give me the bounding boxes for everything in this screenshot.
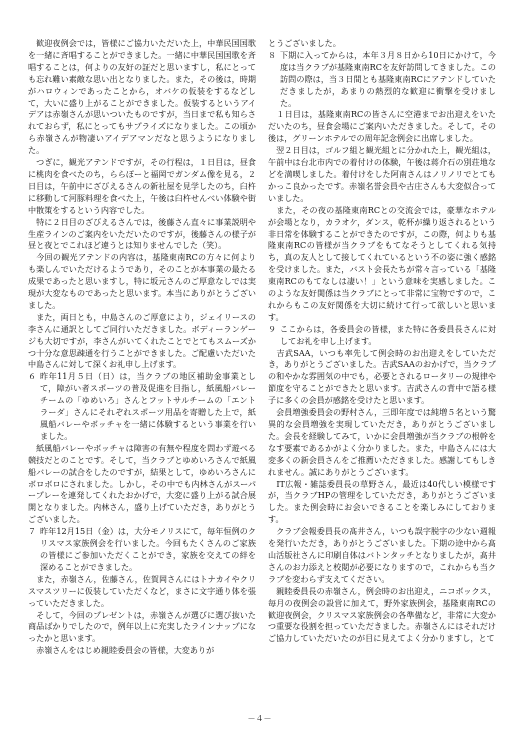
right-column xyxy=(268,38,496,645)
numbered-paragraph xyxy=(28,371,256,442)
paragraph: そして，今回のプレゼントは，赤嶺さんが選びに選び抜いた商品ばかりでしたので，例年以上に充実したラインナップになったかと思います。 xyxy=(28,609,256,644)
paragraph-number: ８ xyxy=(268,49,277,60)
paragraph-text: 昨年11月５日（日）は，当クラブの地区補助金事業として，障がい者スポーツの普及促進を目指し，紙風船バレーチームの「ゆめいろ」さんとフットサルチームの「エントラーダ」さんにそれぞれスポーツ用品を寄贈した上で，紙風船バレーやボッチャを一緒に体験するという事業を行いました。 xyxy=(40,371,256,441)
paragraph: 紙風船バレーやボッチャは障害の有無や程度を問わず遊べる競技だとのことです。そして，当クラブとゆめいろさんで紙風船バレーの試合をしたのですが，結果として，ゆめいろさんにボロボロにされました。しかし，その中でも内林さんがスーパープレーを連発してくれたおかげで，大変に盛り上がる試合展開となりました。内林さん，盛り上げていただき，ありがとうございました。 xyxy=(28,442,256,525)
paragraph: つぎに，観光アテンドですが，その行程は，１日目は，昼食に桃肉を食べたのち，ららぽーと福岡でガンダム像を見る，２日目は，午前中にざびえるさんの新社屋を見学したのち，臼杵に移動して河豚料理を食べた上，午後は臼杵せんべい体験や街中散策をするという内容でした。 xyxy=(28,157,256,215)
paragraph-number: ６ xyxy=(28,371,37,382)
paragraph: とうございました。 xyxy=(268,38,341,48)
page-number: －４－ xyxy=(247,714,272,723)
numbered-paragraph xyxy=(28,526,256,574)
paragraph-text: 下期に入ってからは，本年３月８日から10日にかけて，今度は当クラブが基隆東南RCを友好訪問してきました。この訪問の際は，当３日間とも基隆東南RCにアテンドしていただきましたが，あまりの熱烈的な歓迎に衝撃を受けました。 xyxy=(280,49,496,108)
paragraph: また，両日とも，中島さんのご厚意により，ジェイリースの李さんに通訳としてご同行いただきました。ボディーランゲージも大切ですが，李さんがいてくれたことでとてもスムーズかつ十分な意思疎通を行うことができました。ご配慮いただいた中島さんに対して深くお礼申し上げます。 xyxy=(28,311,256,370)
paragraph: クラブ会報委員長の髙井さん，いつも誤字脱字の少ない週報を発行いただき，ありがとうございました。下期の途中から髙山活版社さんに印刷自体はバトンタッチとなりましたが，髙井さんのお力添えと校閲が必要になりますので，これからも当クラブを変わらず支えてください。 xyxy=(268,526,496,584)
paragraph: 歓迎夜例会では，皆様にご協力いただいた上，中華民国国歌を一緒に斉唱することができました。一緒に中華民国国歌を斉唱することは，何よりの友好の証だと思いますし，私にとっても忘れ難い素敵な思い出となりました。また，その後は，時期がハロウィンであったことから，オバケの仮装をするなどして，大いに盛り上がることができました。仮装するというアイデアは赤嶺さんが思いついたものですが，当日まで私も知らされておらず，私にとってもサプライズになりました。この頃から赤嶺さんが物凄いアイデアマンだなと思うようになりました。 xyxy=(28,38,256,156)
numbered-paragraph xyxy=(268,324,496,348)
paragraph-number: ９ xyxy=(268,323,277,334)
paragraph: 特に２日目のざびえるさんでは，後藤さん直々に事業説明や生産ラインのご案内をいただいたのですが，後藤さんの様子が昼と夜とでこれほど違うとは知りませんでした（笑）。 xyxy=(28,216,256,251)
paragraph: また，その夜の基隆東南RCとの交流会では，豪華なホテルが会場となり，カラオケ，ダンス，乾杯が繰り返されるという非日常を体験することができたのですが，この際，何よりも基隆東南RCの皆様が当クラブをもてなそうとしてくれる気持ち，真の友人として接してくれているという不の姿に強く感銘を受けました。また，バスト会長たちが常々言っている「基隆東南RCのもてなしは凄い！」という意味を実感しました。このような友好関係は当クラブにとって非常に宝物ですので，これからもこの友好関係を大切に続けて行って欲しいと思います。 xyxy=(268,204,496,322)
left-column xyxy=(28,38,256,657)
paragraph: 会員増強委員会の野村さん，三即年度では純増５名という驚異的な会員増強を実現していただき，ありがとうございました。会長を経験してみて，いかに会員増強が当クラブの根幹をなす要素であるかがよく分かりました。また，中島さんには大変多くの新会員さんをご推薦いただきました。感謝してもしきれません。誠にありがとうございます。 xyxy=(268,407,496,477)
paragraph-text: 昨年12月15日（金）は，大分モノリスにて，毎年恒例のクリスマス家族例会を行いました。今回もたくさんのご家族の皆様にご参加いただくことができ，家族を交えての絆を深めることができました。 xyxy=(40,526,256,572)
paragraph: 今回の観光アテンドの内容は，基隆東南RCの方々に何よりも楽しんでいただけるようであり，そのことが本事業の最たる成果であったと思いますし，特に坂元さんのご厚意なしでは実現が大変なものであったと思います。本当にありがとうございました。 xyxy=(28,252,256,310)
paragraph: また，赤嶺さん，佐藤さん，佐賀岡さんにはトナカイやクリスマスツリーに仮装していただくなど，まさに文字通り体を張っていただきました。 xyxy=(28,573,256,608)
numbered-paragraph xyxy=(268,50,496,110)
paragraph: 翌２日目は，ゴルフ組と観光組とに分かれた上，観光組は，午前中は台北市内での着付けの体験，午後は蒋介石の別荘地などを満喫しました。着付けをした阿南さんはノリノリでとてもかっこ良かったです。赤嶺名誉会員や古庄さんも大変似合っていました。 xyxy=(268,145,496,203)
paragraph-text: ここからは，各委員会の皆様，また特に各委員長さんに対してお礼を申し上げます。 xyxy=(280,323,496,346)
paragraph: 赤嶺さんをはじめ親睦委員会の皆様，大変ありが xyxy=(28,645,215,656)
paragraph-number: ７ xyxy=(28,526,37,537)
paragraph: IT広報・雑誌委員長の草野さん，最近は40代しい模様ですが，当クラブHPの管理をしていただき，ありがとうございました。また例会時にお会いできることを楽しみにしております。 xyxy=(268,478,496,525)
paragraph: 親睦委員長の赤嶺さん，例会時のお出迎え，ニコボックス，毎月の夜例会の設営に加えて，野外家族例会，基隆東南RCの歓迎夜例会，クリスマス家族例会の各準備など，非常に大変かつ重要な役割を担っていただきました。赤嶺さんにはそれだけご協力していただいたのが目に見えてよく分かりますし，とて xyxy=(268,585,496,644)
paragraph: 吉武SAA，いつも率先して例会時のお出迎えをしていただき，ありがとうございました。吉武SAAのおかげで，当クラブの和やかな雰囲気の中でも，必要とされるロータリーの規律や節度を守ることができたと思います。吉武さんの背中で語る様子に多くの会員が感銘を受けたと思います。 xyxy=(268,347,496,406)
paragraph: １日目は，基隆東南RCの皆さんに空港までお出迎えをいただいたのち，昼食会場にご案内いただきました。そして，その後は，グリーンホテルでの周年記念例会に出席しました。 xyxy=(268,109,496,144)
